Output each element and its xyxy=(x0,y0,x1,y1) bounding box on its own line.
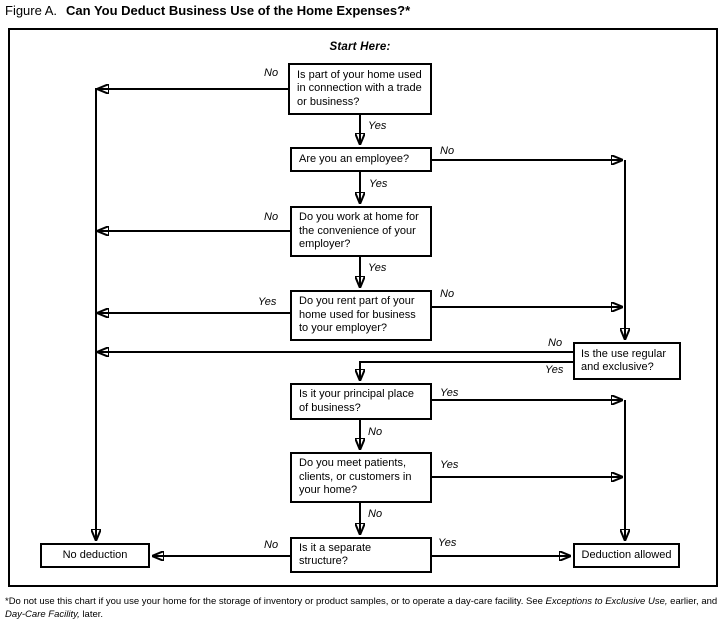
node-employee xyxy=(290,147,432,172)
label-regular-yes: Yes xyxy=(545,364,564,376)
node-text: Is it a separate structure? xyxy=(299,541,372,567)
node-text: Is part of your home used in connection with a trade or business? xyxy=(297,68,422,108)
node-convenience-of-employer xyxy=(290,206,432,257)
footnote-text: *Do not use this chart if you use your home for the storage of inventory or product samples, or to operate a day-care facility. See xyxy=(5,596,546,607)
start-here-label: Start Here: xyxy=(329,41,391,53)
node-text: No deduction xyxy=(62,548,128,561)
footnote-ref-exclusive-use: Exceptions to Exclusive Use, xyxy=(545,596,668,607)
node-text: Do you rent part of your home used for business to your employer? xyxy=(299,295,416,335)
label-q4-yes: Yes xyxy=(258,296,277,308)
label-regular-no: No xyxy=(548,337,563,349)
node-text: Deduction allowed xyxy=(581,548,672,561)
label-q5-yes: Yes xyxy=(440,387,459,399)
node-text: Is it your principal place of business? xyxy=(299,388,414,414)
label-q4-no: No xyxy=(440,288,455,300)
node-text: Do you meet patients, clients, or customers in your home? xyxy=(299,457,412,497)
node-rent-to-employer xyxy=(290,290,432,341)
node-text: Is the use regular and exclusive? xyxy=(581,347,666,373)
label-q7-yes: Yes xyxy=(438,537,457,549)
footnote xyxy=(5,595,721,621)
figure-title xyxy=(5,3,410,18)
node-meet-patients xyxy=(290,452,432,503)
label-q2-no: No xyxy=(440,145,455,157)
node-text: Do you work at home for the convenience of your employer? xyxy=(299,211,419,251)
label-q3-yes: Yes xyxy=(368,262,387,274)
label-q5-no: No xyxy=(368,426,383,438)
label-q7-no: No xyxy=(264,539,279,551)
label-q3-no: No xyxy=(264,211,279,223)
footnote-text: later. xyxy=(79,609,104,620)
node-regular-and-exclusive xyxy=(573,342,681,380)
label-q1-no: No xyxy=(264,67,279,79)
label-q1-yes: Yes xyxy=(368,120,387,132)
node-deduction-allowed xyxy=(573,543,680,568)
node-separate-structure xyxy=(290,537,432,573)
node-no-deduction xyxy=(40,543,150,568)
label-q6-no: No xyxy=(368,508,383,520)
footnote-ref-day-care: Day-Care Facility, xyxy=(5,609,80,620)
label-q2-yes: Yes xyxy=(369,178,388,190)
node-principal-place xyxy=(290,383,432,420)
node-text: Are you an employee? xyxy=(299,152,410,165)
node-trade-or-business xyxy=(288,63,432,115)
footnote-text: earlier, and xyxy=(667,596,718,607)
figure-label: Figure A. xyxy=(5,3,58,18)
label-q6-yes: Yes xyxy=(440,459,459,471)
figure-title-text: Can You Deduct Business Use of the Home Expenses?* xyxy=(66,3,411,18)
